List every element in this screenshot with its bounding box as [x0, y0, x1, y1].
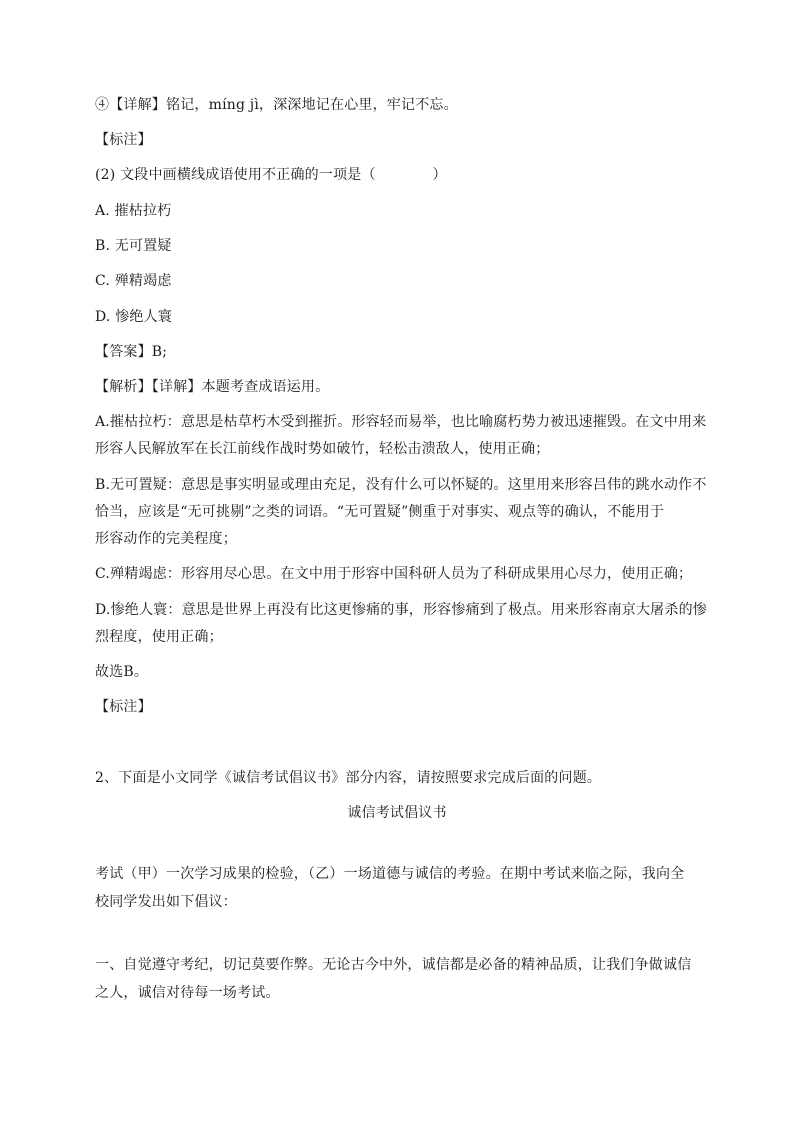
proposal-para-2-line-1: 一、自觉遵守考纪，切记莫要作弊。无论古今中外，诚信都是必备的精神品质，让我们争做诚信 — [95, 957, 692, 973]
proposal-title: 诚信考试倡议书 — [347, 805, 447, 821]
annotation-label: 【标注】 — [95, 132, 152, 148]
analysis-d-line-1: D.惨绝人寰：意思是世界上再没有比这更惨痛的事，形容惨痛到了极点。用来形容南京大屠杀的惨 — [95, 602, 707, 618]
answer-explanation-line: ④【详解】铭记，míng jì，深深地记在心里，牢记不忘。 — [95, 97, 458, 113]
analysis-a-line-2: 形容人民解放军在长江前线作战时势如破竹，轻松击溃敌人，使用正确； — [95, 441, 550, 457]
annotation-label-2: 【标注】 — [95, 699, 152, 715]
question-stem: (2) 文段中画横线成语使用不正确的一项是（ ） — [95, 167, 447, 183]
option-c: C. 殚精竭虑 — [95, 273, 172, 289]
analysis-d-line-2: 烈程度，使用正确； — [95, 629, 223, 645]
analysis-heading: 【解析】【详解】本题考查成语运用。 — [95, 379, 330, 395]
conclusion-line: 故选B。 — [95, 664, 149, 680]
proposal-para-1-line-1: 考试（甲）一次学习成果的检验，（乙）一场道德与诚信的考验。在期中考试来临之际，我向全 — [95, 866, 685, 882]
proposal-para-1-line-2: 校同学发出如下倡议： — [95, 894, 237, 910]
analysis-c-line: C.殚精竭虑：形容用尽心思。在文中用于形容中国科研人员为了科研成果用心尽力，使用正确； — [95, 566, 693, 582]
analysis-b-line-1: B.无可置疑：意思是事实明显或理由充足，没有什么可以怀疑的。这里用来形容吕伟的跳水动作不 — [95, 477, 707, 493]
analysis-b-line-3: 形容动作的完美程度； — [95, 531, 237, 547]
answer-line: 【答案】B; — [95, 344, 168, 360]
option-a: A. 摧枯拉朽 — [95, 203, 172, 219]
analysis-a-line-1: A.摧枯拉朽：意思是枯草朽木受到摧折。形容轻而易举，也比喻腐朽势力被迅速摧毁。在文中用来 — [95, 414, 707, 430]
option-b: B. 无可置疑 — [95, 238, 172, 254]
proposal-para-2-line-2: 之人，诚信对待每一场考试。 — [95, 985, 280, 1001]
question-2-intro: 2、下面是小文同学《诚信考试倡议书》部分内容，请按照要求完成后面的问题。 — [95, 770, 602, 786]
option-d: D. 惨绝人寰 — [95, 309, 173, 325]
analysis-b-line-2: 恰当，应该是“无可挑剔”之类的词语。“无可置疑”侧重于对事实、观点等的确认，不能用于 — [95, 504, 665, 520]
